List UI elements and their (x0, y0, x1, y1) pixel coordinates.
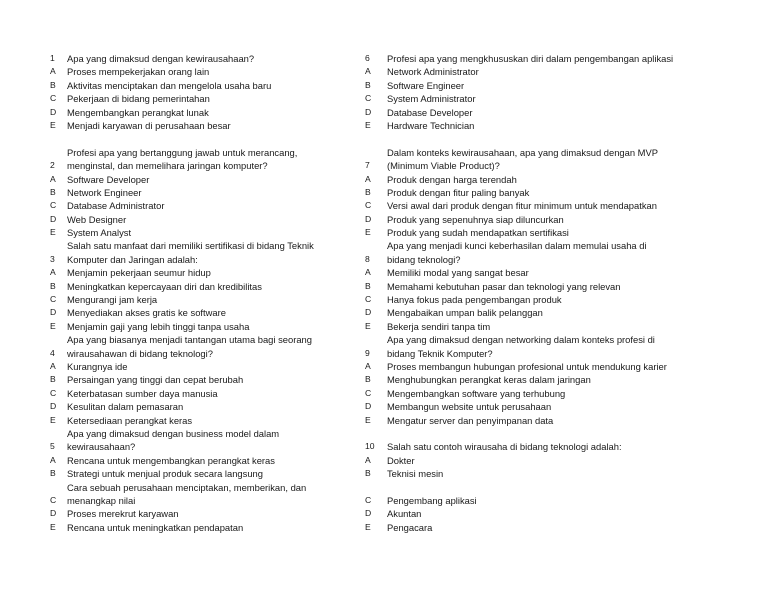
question-text-row (360, 146, 765, 159)
answer-option-row (360, 280, 765, 293)
answer-option-row (0, 213, 380, 226)
option-text: System Administrator (387, 93, 476, 105)
option-text: Teknisi mesin (387, 468, 444, 480)
option-letter: B (50, 468, 56, 479)
answer-option-row (360, 186, 765, 199)
option-text: Aktivitas menciptakan dan mengelola usaha baru (67, 79, 272, 91)
option-text: Pengembang aplikasi (387, 494, 477, 506)
question-text-row (360, 239, 765, 252)
answer-option-row (360, 373, 765, 386)
question-text: Salah satu contoh wirausaha di bidang teknologi adalah: (387, 441, 622, 453)
answer-option-row (360, 454, 765, 467)
option-text: Menjadi karyawan di perusahaan besar (67, 119, 231, 131)
answer-option-row (0, 186, 380, 199)
question-text-row (0, 146, 380, 159)
option-text: Pekerjaan di bidang pemerintahan (67, 93, 210, 105)
question-number: 4 (50, 347, 55, 358)
question-text: Cara sebuah perusahaan menciptakan, memberikan, dan (67, 481, 307, 493)
answer-option-row (360, 119, 765, 132)
option-text: Proses membangun hubungan profesional untuk mendukung karier (387, 360, 667, 372)
option-letter: C (50, 387, 57, 398)
option-text: Produk dengan fitur paling banyak (387, 186, 530, 198)
option-letter: C (50, 200, 57, 211)
option-letter: A (50, 454, 56, 465)
option-letter: D (365, 106, 372, 117)
option-text: menangkap nilai (67, 494, 136, 506)
question-number: 9 (365, 347, 370, 358)
question-text-row (0, 132, 380, 145)
option-text: Menghubungkan perangkat keras dalam jaringan (387, 374, 591, 386)
option-letter: C (365, 93, 372, 104)
question-text: Dalam konteks kewirausahaan, apa yang dimaksud dengan MVP (387, 146, 658, 158)
right-question-column (360, 52, 765, 534)
option-text: Mengatur server dan penyimpanan data (387, 414, 554, 426)
option-letter: C (365, 494, 372, 505)
option-letter: B (365, 468, 371, 479)
option-letter: E (50, 119, 56, 130)
question-text-row (0, 481, 380, 494)
option-letter: E (365, 414, 371, 425)
answer-option-row (360, 320, 765, 333)
option-letter: A (365, 173, 371, 184)
option-letter: E (365, 119, 371, 130)
option-text: Membangun website untuk perusahaan (387, 401, 552, 413)
option-text: Database Developer (387, 106, 473, 118)
answer-option-row (360, 79, 765, 92)
question-number: 8 (365, 253, 370, 264)
question-text-row (0, 239, 380, 252)
option-text: Produk dengan harga terendah (387, 173, 517, 185)
question-text: kewirausahaan? (67, 441, 136, 453)
question-row (360, 52, 765, 65)
answer-option-row (0, 92, 380, 105)
answer-option-row (360, 106, 765, 119)
option-text: Akuntan (387, 508, 422, 520)
answer-option-row (360, 173, 765, 186)
option-text: Kesulitan dalam pemasaran (67, 401, 184, 413)
option-letter: E (50, 414, 56, 425)
option-text: Kurangnya ide (67, 360, 128, 372)
question-row (0, 253, 380, 266)
answer-option-row (0, 306, 380, 319)
answer-option-row (0, 507, 380, 520)
option-letter: A (50, 267, 56, 278)
question-text: bidang Teknik Komputer? (387, 347, 493, 359)
answer-option-row (360, 199, 765, 212)
answer-option-row (360, 65, 765, 78)
question-text: bidang teknologi? (387, 253, 461, 265)
question-text: Apa yang dimaksud dengan networking dalam konteks profesi di (387, 334, 655, 346)
answer-option-row (360, 400, 765, 413)
option-text: Hardware Technician (387, 119, 475, 131)
option-text: Rencana untuk mengembangkan perangkat keras (67, 454, 275, 466)
option-letter: A (50, 360, 56, 371)
answer-option-row (360, 494, 765, 507)
option-letter: D (365, 401, 372, 412)
option-letter: A (365, 66, 371, 77)
question-number: 2 (50, 160, 55, 171)
option-text: Proses merekrut karyawan (67, 508, 179, 520)
question-number: 5 (50, 441, 55, 452)
question-text: Apa yang dimaksud dengan business model dalam (67, 427, 280, 439)
option-text: Mengembangkan software yang terhubung (387, 387, 566, 399)
option-letter: A (50, 66, 56, 77)
answer-option-row (360, 507, 765, 520)
question-row (0, 159, 380, 172)
answer-option-row (0, 79, 380, 92)
option-text: Produk yang sudah mendapatkan sertifikasi (387, 227, 569, 239)
question-number: 7 (365, 160, 370, 171)
option-letter: E (50, 227, 56, 238)
option-letter: A (50, 173, 56, 184)
option-text: Software Engineer (387, 79, 465, 91)
question-text-row (360, 333, 765, 346)
question-text-row (360, 481, 765, 494)
answer-option-row (0, 173, 380, 186)
option-text: Menjamin pekerjaan seumur hidup (67, 267, 211, 279)
option-text: Keterbatasan sumber daya manusia (67, 387, 218, 399)
question-text: Profesi apa yang bertanggung jawab untuk merancang, (67, 146, 298, 158)
option-letter: B (50, 79, 56, 90)
answer-option-row (0, 373, 380, 386)
option-letter: C (50, 494, 57, 505)
option-letter: D (50, 213, 57, 224)
question-text: Salah satu manfaat dari memiliki sertifikasi di bidang Teknik (67, 240, 314, 252)
option-letter: A (365, 360, 371, 371)
option-text: Menyediakan akses gratis ke software (67, 307, 226, 319)
question-text: Apa yang dimaksud dengan kewirausahaan? (67, 53, 255, 64)
question-text: menginstal, dan memelihara jaringan komputer? (67, 160, 268, 172)
question-number: 6 (365, 53, 370, 63)
option-letter: A (365, 267, 371, 278)
answer-option-row (360, 414, 765, 427)
option-letter: C (365, 200, 372, 211)
answer-option-row (360, 293, 765, 306)
option-letter: B (365, 280, 371, 291)
answer-option-row (0, 65, 380, 78)
option-text: Menjamin gaji yang lebih tinggi tanpa usaha (67, 320, 250, 332)
option-text: Meningkatkan kepercayaan diri dan kredibilitas (67, 280, 262, 292)
question-text: Profesi apa yang mengkhususkan diri dalam pengembangan aplikasi (387, 53, 674, 64)
option-text: Dokter (387, 454, 415, 466)
option-text: Versi awal dari produk dengan fitur minimum untuk mendapatkan (387, 200, 657, 212)
left-question-column (0, 52, 380, 534)
answer-option-row (360, 467, 765, 480)
option-letter: C (50, 93, 57, 104)
answer-option-row (0, 226, 380, 239)
answer-option-row (360, 521, 765, 534)
answer-option-row (0, 387, 380, 400)
question-row (360, 253, 765, 266)
option-text: Software Developer (67, 173, 150, 185)
option-text: Bekerja sendiri tanpa tim (387, 320, 491, 332)
option-text: Mengurangi jam kerja (67, 294, 158, 306)
option-letter: B (50, 374, 56, 385)
option-letter: A (365, 454, 371, 465)
option-letter: B (365, 79, 371, 90)
answer-option-row (360, 360, 765, 373)
option-text: Proses mempekerjakan orang lain (67, 66, 210, 78)
option-letter: D (50, 508, 57, 519)
answer-option-row (0, 454, 380, 467)
question-number: 10 (365, 441, 375, 452)
answer-option-row (360, 213, 765, 226)
answer-option-row (0, 360, 380, 373)
question-text: Apa yang biasanya menjadi tantangan utama bagi seorang (67, 334, 312, 346)
option-letter: E (365, 521, 371, 532)
answer-option-row (360, 226, 765, 239)
option-letter: D (50, 307, 57, 318)
answer-option-row (0, 400, 380, 413)
option-letter: D (365, 508, 372, 519)
question-text-row (360, 427, 765, 440)
option-letter: C (50, 294, 57, 305)
option-text: Web Designer (67, 213, 127, 225)
question-text: wirausahawan di bidang teknologi? (67, 347, 213, 359)
option-letter: E (50, 320, 56, 331)
answer-option-row (0, 266, 380, 279)
answer-option-row (0, 467, 380, 480)
answer-option-row (0, 119, 380, 132)
question-text: Apa yang menjadi kunci keberhasilan dalam memulai usaha di (387, 240, 647, 252)
answer-option-row (0, 293, 380, 306)
answer-option-row (0, 280, 380, 293)
option-letter: D (365, 307, 372, 318)
option-letter: C (365, 387, 372, 398)
question-text: (Minimum Viable Product)? (387, 160, 500, 172)
question-text: Komputer dan Jaringan adalah: (67, 253, 198, 265)
answer-option-row (0, 494, 380, 507)
option-letter: E (50, 521, 56, 532)
question-text-row (0, 333, 380, 346)
question-number: 3 (50, 253, 55, 264)
question-row (360, 440, 765, 453)
option-text: Network Administrator (387, 66, 479, 78)
option-text: Memahami kebutuhan pasar dan teknologi yang relevan (387, 280, 621, 292)
option-text: Hanya fokus pada pengembangan produk (387, 294, 562, 306)
answer-option-row (0, 320, 380, 333)
answer-option-row (0, 199, 380, 212)
option-text: Ketersediaan perangkat keras (67, 414, 193, 426)
option-text: Rencana untuk meningkatkan pendapatan (67, 521, 244, 533)
option-text: Network Engineer (67, 186, 142, 198)
option-letter: D (50, 401, 57, 412)
option-text: Database Administrator (67, 200, 165, 212)
option-letter: E (365, 227, 371, 238)
answer-option-row (360, 266, 765, 279)
option-text: Produk yang sepenuhnya siap diluncurkan (387, 213, 564, 225)
option-text: System Analyst (67, 227, 132, 239)
option-letter: B (365, 186, 371, 197)
question-row (0, 52, 380, 65)
option-letter: D (50, 106, 57, 117)
option-letter: B (365, 374, 371, 385)
question-row (360, 159, 765, 172)
question-text-row (0, 427, 380, 440)
option-letter: B (50, 280, 56, 291)
answer-option-row (360, 387, 765, 400)
option-text: Mengembangkan perangkat lunak (67, 106, 209, 118)
option-letter: E (365, 320, 371, 331)
option-letter: C (365, 294, 372, 305)
option-text: Strategi untuk menjual produk secara langsung (67, 468, 263, 480)
option-text: Pengacara (387, 521, 433, 533)
option-letter: D (365, 213, 372, 224)
answer-option-row (0, 106, 380, 119)
answer-option-row (0, 521, 380, 534)
option-text: Persaingan yang tinggi dan cepat berubah (67, 374, 244, 386)
question-row (360, 347, 765, 360)
question-row (0, 347, 380, 360)
option-text: Mengabaikan umpan balik pelanggan (387, 307, 543, 319)
question-text-row (360, 132, 765, 145)
option-text: Memiliki modal yang sangat besar (387, 267, 529, 279)
answer-option-row (360, 306, 765, 319)
answer-option-row (0, 414, 380, 427)
option-letter: B (50, 186, 56, 197)
question-number: 1 (50, 53, 55, 63)
answer-option-row (360, 92, 765, 105)
question-row (0, 440, 380, 453)
